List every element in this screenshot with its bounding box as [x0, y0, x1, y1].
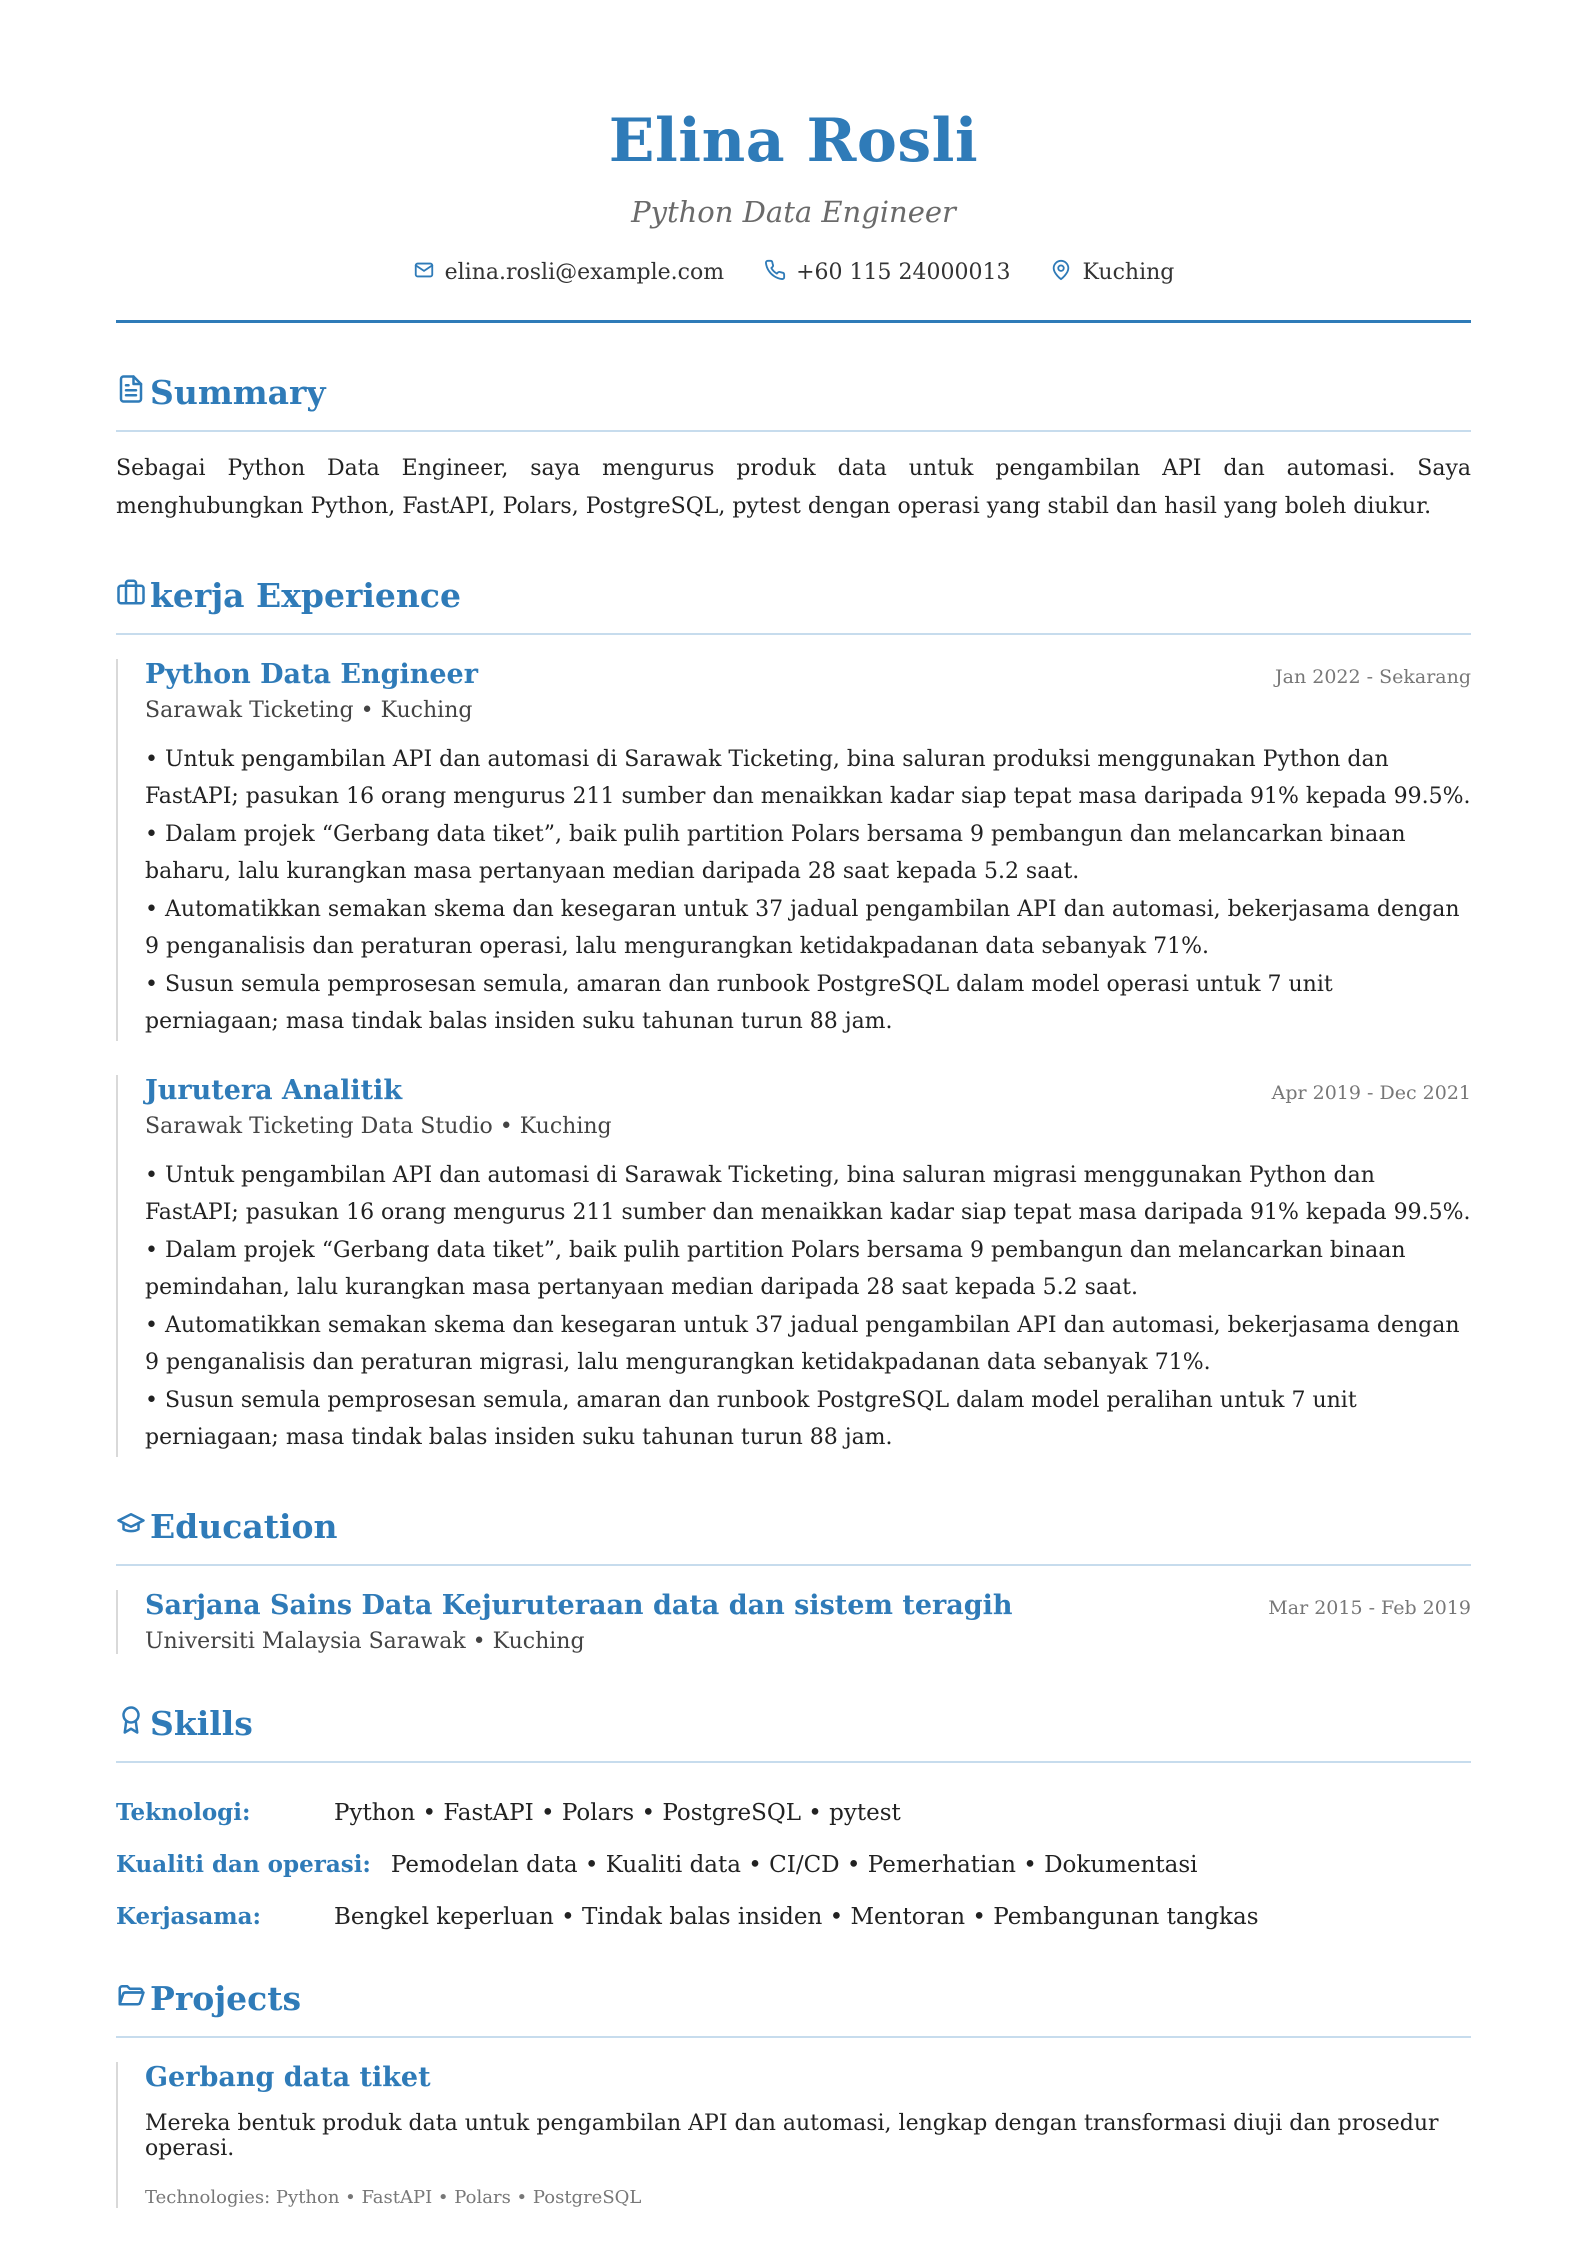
education-heading: Education	[150, 1506, 338, 1546]
skill-value: Pemodelan data • Kualiti data • CI/CD • Pemerhatian • Dokumentasi	[390, 1851, 1198, 1878]
job-bullet: • Automatikkan semakan skema dan kesegaran untuk 37 jadual pengambilan API dan automasi, bekerjasama dengan 9 penganalisis dan peraturan migrasi, lalu mengurangkan ketidakpadanan data sebanyak 71%.	[145, 1312, 1460, 1376]
skill-row	[116, 1787, 1471, 1839]
degree-date: Mar 2015 - Feb 2019	[1268, 1596, 1471, 1619]
section-title-education	[116, 1507, 1471, 1566]
section-title-experience	[116, 576, 1471, 635]
project-description: Mereka bentuk produk data untuk pengambilan API dan automasi, lengkap dengan transformasi diuji dan prosedur operasi.	[145, 2110, 1439, 2161]
experience-heading: kerja Experience	[150, 575, 461, 615]
experience-entry	[116, 659, 1471, 1041]
candidate-role: Python Data Engineer	[631, 195, 956, 229]
experience-entry	[116, 1075, 1471, 1457]
summary-heading: Summary	[150, 372, 326, 412]
degree-institution: Universiti Malaysia Sarawak • Kuching	[145, 1628, 585, 1654]
job-bullet: • Susun semula pemprosesan semula, amaran dan runbook PostgreSQL dalam model operasi untuk 7 unit perniagaan; masa tindak balas insiden suku tahunan turun 88 jam.	[145, 971, 1333, 1035]
contact-phone[interactable]	[764, 259, 1010, 287]
job-bullets	[145, 1157, 1471, 1457]
job-date: Apr 2019 - Dec 2021	[1271, 1081, 1471, 1104]
map-pin-icon	[1050, 259, 1072, 287]
resume-header	[116, 106, 1471, 323]
header-divider	[116, 320, 1471, 323]
phone-text: +60 115 24000013	[796, 260, 1011, 286]
skills-list	[116, 1787, 1471, 1943]
summary-text: Sebagai Python Data Engineer, saya mengurus produk data untuk pengambilan API dan automasi. Saya menghubungkan Python, FastAPI, Polars, PostgreSQL, pytest dengan operasi yang stabil dan hasil yang boleh diukur.	[116, 455, 1471, 519]
phone-icon	[764, 259, 786, 287]
briefcase-icon	[116, 576, 146, 615]
document-icon	[116, 373, 146, 412]
candidate-name: Elina Rosli	[608, 106, 979, 176]
folder-icon	[116, 1979, 146, 2018]
job-bullet: • Dalam projek “Gerbang data tiket”, baik pulih partition Polars bersama 9 pembangun dan melancarkan binaan baharu, lalu kurangkan masa pertanyaan median daripada 28 saat kepada 5.2 saat.	[145, 821, 1406, 885]
section-title-summary	[116, 373, 1471, 432]
skill-label: Kerjasama:	[116, 1902, 262, 1930]
job-bullet: • Dalam projek “Gerbang data tiket”, baik pulih partition Polars bersama 9 pembangun dan melancarkan binaan pemindahan, lalu kurangkan masa pertanyaan median daripada 28 saat kepada 5.2 saat.	[145, 1237, 1406, 1301]
job-bullets	[145, 741, 1471, 1041]
skill-row	[116, 1891, 1471, 1943]
project-entry	[116, 2062, 1471, 2208]
award-icon	[116, 1704, 146, 1743]
skill-row	[116, 1839, 1471, 1891]
project-technologies: Technologies: Python • FastAPI • Polars • PostgreSQL	[145, 2186, 642, 2208]
graduation-cap-icon	[116, 1507, 146, 1546]
mail-icon	[413, 259, 435, 287]
job-bullet: • Susun semula pemprosesan semula, amaran dan runbook PostgreSQL dalam model peralihan untuk 7 unit perniagaan; masa tindak balas insiden suku tahunan turun 88 jam.	[145, 1387, 1357, 1451]
job-bullet: • Automatikkan semakan skema dan kesegaran untuk 37 jadual pengambilan API dan automasi, bekerjasama dengan 9 penganalisis dan peraturan operasi, lalu mengurangkan ketidakpadanan data sebanyak 71%.	[145, 896, 1460, 960]
job-bullet: • Untuk pengambilan API dan automasi di Sarawak Ticketing, bina saluran migrasi menggunakan Python dan FastAPI; pasukan 16 orang mengurus 211 sumber dan menaikkan kadar siap tepat masa daripada 91% kepada 99.5%.	[145, 1162, 1471, 1226]
contact-bar	[116, 259, 1471, 287]
projects-heading: Projects	[150, 1978, 302, 2018]
skill-label: Teknologi:	[116, 1798, 251, 1826]
section-title-projects	[116, 1979, 1471, 2038]
email-text: elina.rosli@example.com	[444, 260, 725, 286]
job-company: Sarawak Ticketing Data Studio • Kuching	[145, 1113, 612, 1139]
job-date: Jan 2022 - Sekarang	[1275, 665, 1471, 688]
education-entry	[116, 1590, 1471, 1654]
project-title: Gerbang data tiket	[145, 2061, 431, 2093]
job-title: Jurutera Analitik	[145, 1074, 403, 1106]
skill-value: Bengkel keperluan • Tindak balas insiden • Mentoran • Pembangunan tangkas	[334, 1903, 1259, 1930]
degree-title: Sarjana Sains Data Kejuruteraan data dan sistem teragih	[145, 1589, 1013, 1621]
section-title-skills	[116, 1704, 1471, 1763]
contact-location	[1050, 259, 1174, 287]
contact-email[interactable]	[413, 259, 724, 287]
job-company: Sarawak Ticketing • Kuching	[145, 697, 473, 723]
job-bullet: • Untuk pengambilan API dan automasi di Sarawak Ticketing, bina saluran produksi menggunakan Python dan FastAPI; pasukan 16 orang mengurus 211 sumber dan menaikkan kadar siap tepat masa daripada 91% kepada 99.5%.	[145, 746, 1471, 810]
skill-label: Kualiti dan operasi:	[116, 1850, 371, 1878]
job-title: Python Data Engineer	[145, 658, 478, 690]
skill-value: Python • FastAPI • Polars • PostgreSQL • pytest	[334, 1799, 901, 1826]
skills-heading: Skills	[150, 1703, 253, 1743]
location-text: Kuching	[1082, 260, 1175, 286]
